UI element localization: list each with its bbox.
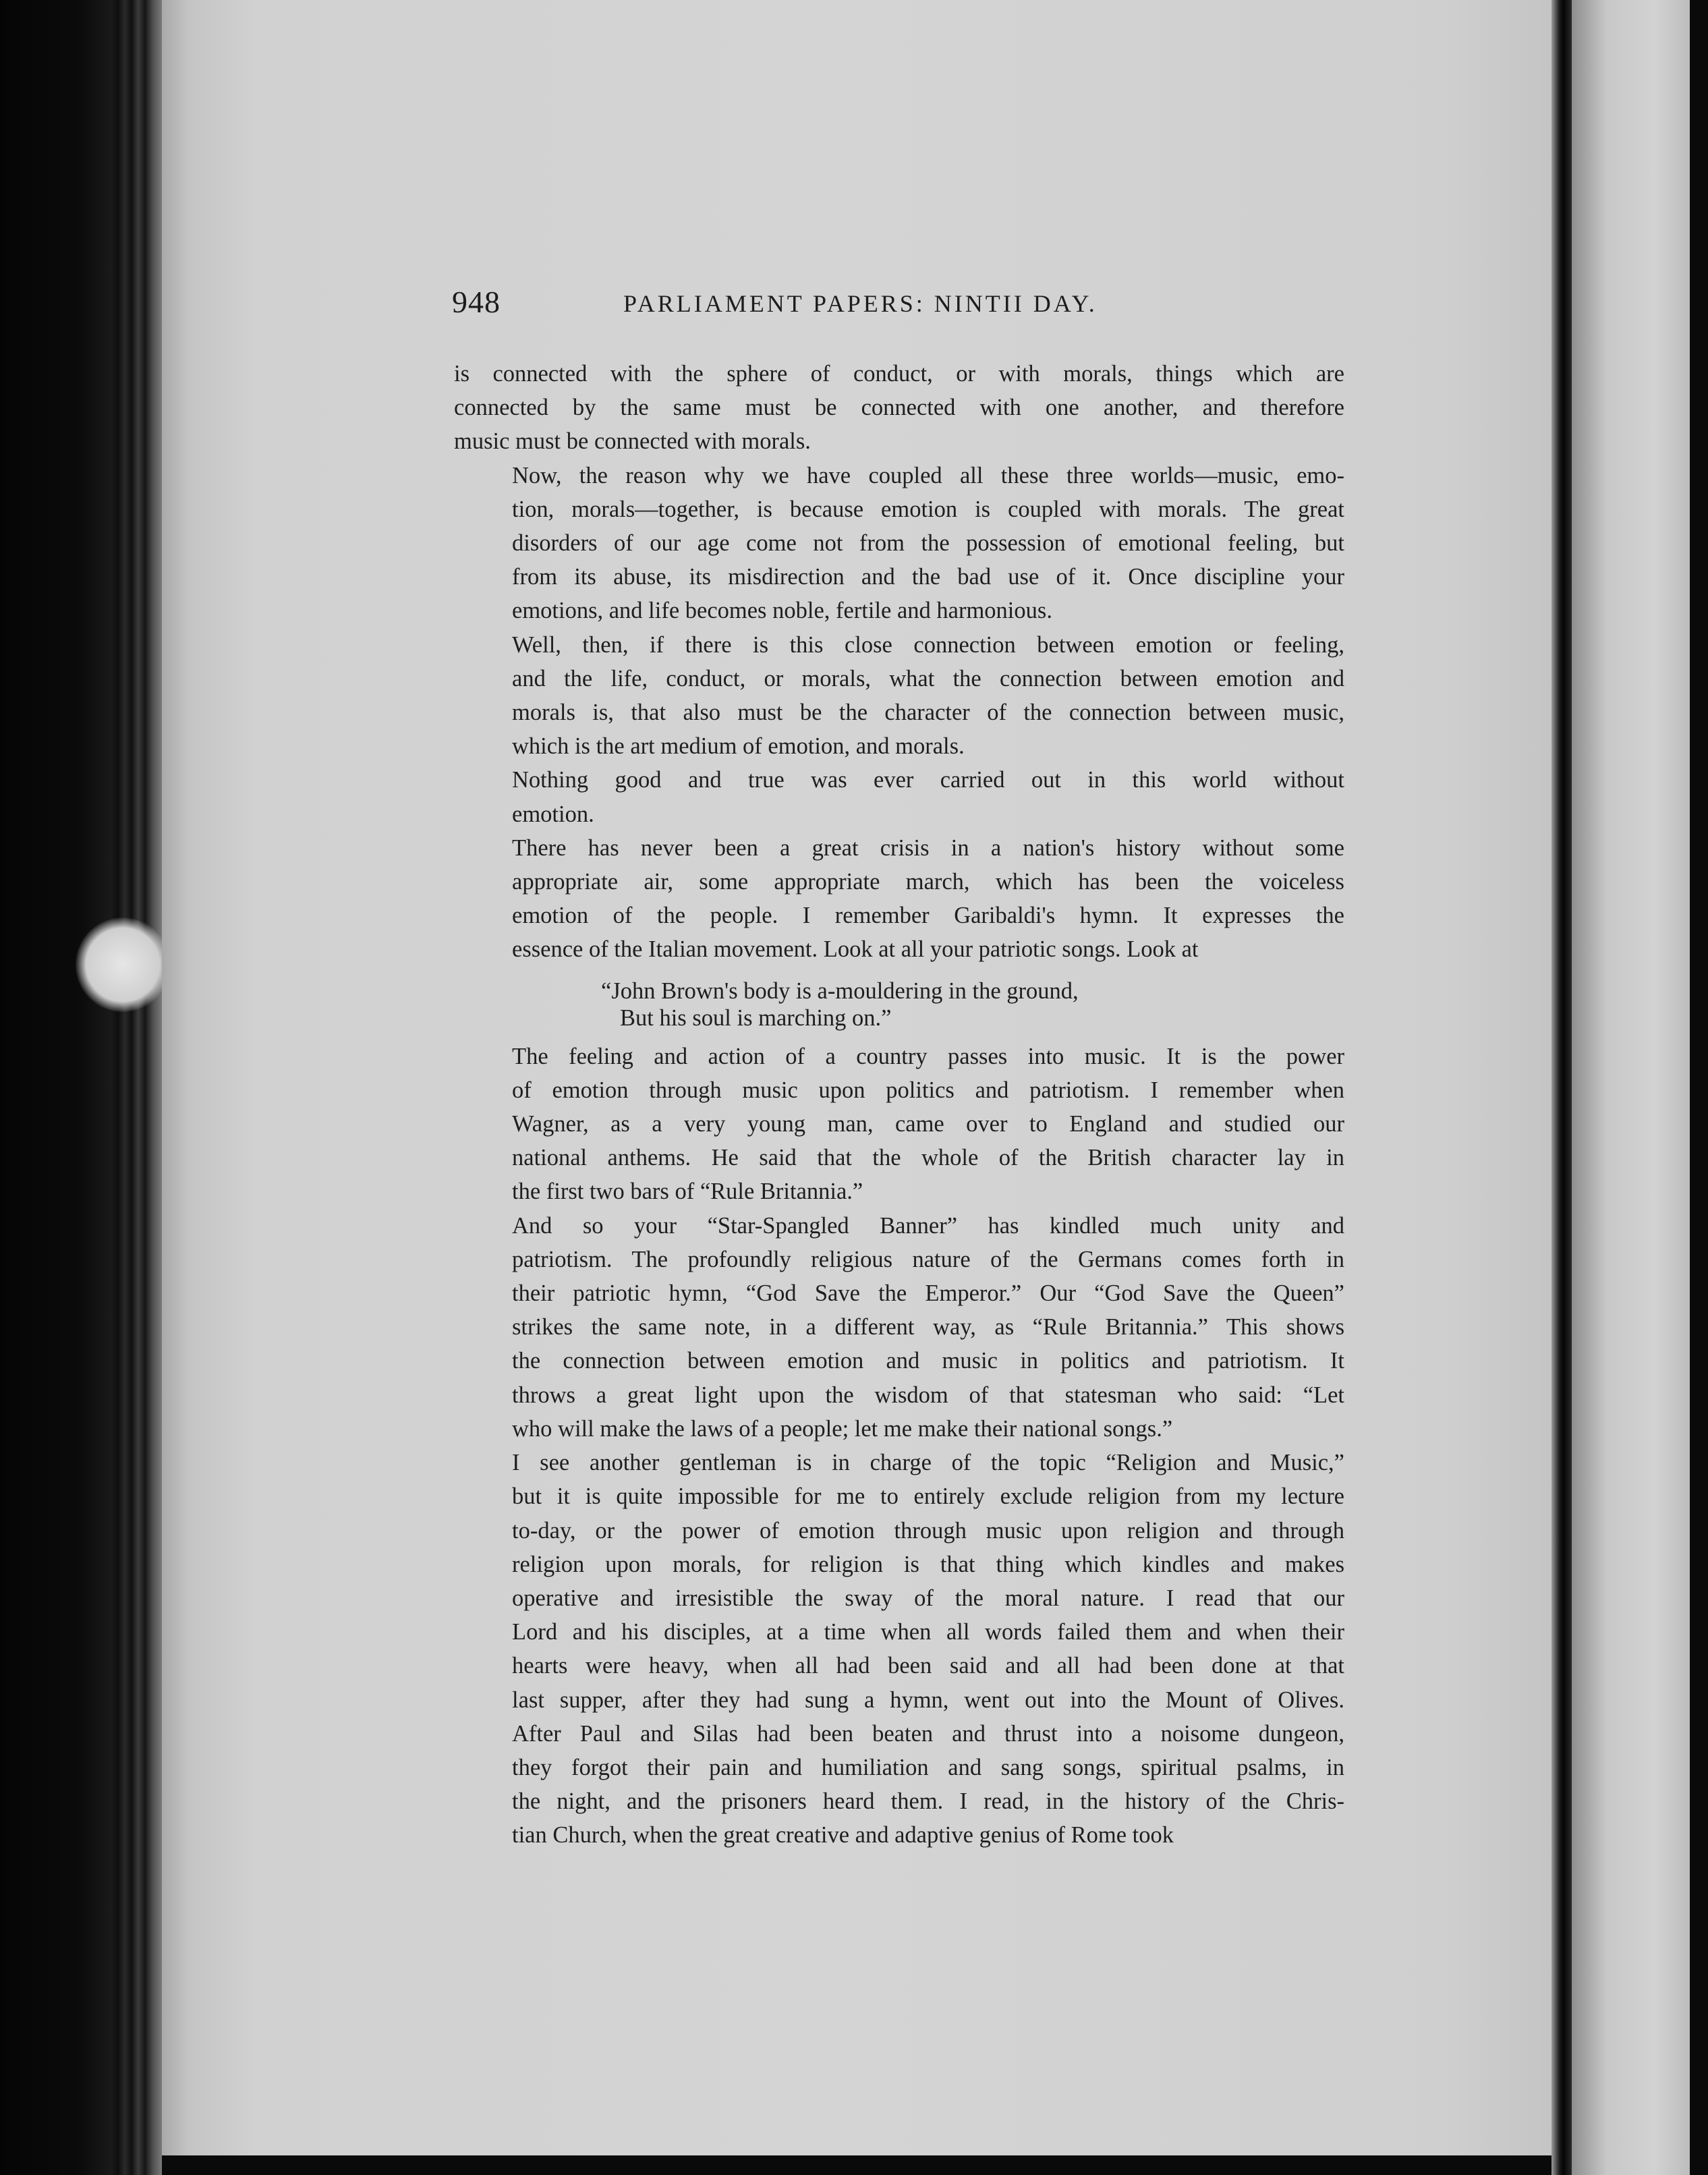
quote-line: But his soul is marching on.” [620, 1005, 892, 1031]
text-line: the night, and the prisoners heard them. I read, in the history of the Chris- [512, 1788, 1344, 1815]
paragraph [454, 1209, 1344, 1446]
text-line: who will make the laws of a people; let me make their national songs.” [512, 1415, 1173, 1442]
page-bottom-edge [162, 2155, 1565, 2175]
paragraph [454, 1446, 1344, 1852]
text-line: Wagner, as a very young man, came over to England and studied our [512, 1111, 1344, 1137]
paragraph [454, 831, 1344, 967]
text-line: Nothing good and true was ever carried out in this world without [512, 767, 1344, 793]
body-text [454, 357, 1344, 1853]
text-line: Well, then, if there is this close connection between emotion or feeling, [512, 631, 1344, 658]
text-line: appropriate air, some appropriate march, which has been the voiceless [512, 869, 1344, 895]
text-line: music must be connected with morals. [454, 428, 811, 455]
text-line: And so your “Star-Spangled Banner” has kindled much unity and [512, 1212, 1344, 1239]
text-line: throws a great light upon the wisdom of that statesman who said: “Let [512, 1382, 1344, 1408]
text-line: their patriotic hymn, “God Save the Emperor.” Our “God Save the Queen” [512, 1280, 1344, 1307]
text-line: last supper, after they had sung a hymn, went out into the Mount of Olives. [512, 1687, 1344, 1713]
text-line: the connection between emotion and music in politics and patriotism. It [512, 1348, 1344, 1374]
text-line: but it is quite impossible for me to entirely exclude religion from my lecture [512, 1484, 1344, 1510]
text-line: tian Church, when the great creative and adaptive genius of Rome took [512, 1822, 1174, 1848]
block-quote [454, 978, 1344, 1032]
paragraph [454, 628, 1344, 764]
running-head: PARLIAMENT PAPERS: NINTII DAY. [623, 290, 1098, 317]
text-line: Lord and his disciples, at a time when all words failed them and when their [512, 1619, 1344, 1645]
text-line: religion upon morals, for religion is that thing which kindles and makes [512, 1551, 1344, 1577]
quote-line: “John Brown's body is a-mouldering in the ground, [601, 978, 1079, 1004]
text-line: of emotion through music upon politics and patriotism. I remember when [512, 1077, 1344, 1103]
text-line: essence of the Italian movement. Look at all your patriotic songs. Look at [512, 936, 1199, 963]
text-line: tion, morals—together, is because emotion is coupled with morals. The great [512, 496, 1344, 522]
text-line: Now, the reason why we have coupled all these three worlds—music, emo- [512, 462, 1344, 488]
book-spine-edge [0, 0, 162, 2175]
text-line: hearts were heavy, when all had been said and all had been done at that [512, 1653, 1344, 1679]
text-line: disorders of our age come not from the possession of emotional feeling, but [512, 530, 1344, 557]
paragraph [454, 763, 1344, 830]
text-line: emotions, and life becomes noble, fertile and harmonious. [512, 598, 1052, 624]
paragraph [454, 1040, 1344, 1209]
text-line: After Paul and Silas had been beaten and thrust into a noisome dungeon, [512, 1720, 1344, 1747]
paragraph [454, 357, 1344, 459]
text-line: is connected with the sphere of conduct, or with morals, things which are [454, 361, 1344, 387]
text-line: from its abuse, its misdirection and the bad use of it. Once discipline your [512, 564, 1344, 590]
right-scan-edge [1690, 0, 1708, 2175]
paragraph [454, 459, 1344, 628]
text-line: the first two bars of “Rule Britannia.” [512, 1179, 863, 1205]
text-line: patriotism. The profoundly religious nature of the Germans comes forth in [512, 1246, 1344, 1272]
page-fold-shadow [1552, 0, 1572, 2175]
text-line: operative and irresistible the sway of the moral nature. I read that our [512, 1585, 1344, 1611]
page-header [452, 282, 1342, 322]
scan-artifact [76, 917, 170, 1012]
text-line: I see another gentleman is in charge of the topic “Religion and Music,” [512, 1450, 1344, 1476]
text-line: connected by the same must be connected with one another, and therefore [454, 395, 1344, 421]
paragraphs-after-quote [454, 1040, 1344, 1853]
text-line: morals is, that also must be the character of the connection between music, [512, 700, 1344, 726]
text-line: emotion. [512, 801, 594, 827]
paragraphs-before-quote [454, 357, 1344, 967]
text-line: The feeling and action of a country passes into music. It is the power [512, 1043, 1344, 1069]
page-number: 948 [452, 285, 501, 319]
text-line: to-day, or the power of emotion through music upon religion and through [512, 1517, 1344, 1544]
text-line: strikes the same note, in a different way, as “Rule Britannia.” This shows [512, 1314, 1344, 1340]
text-line: and the life, conduct, or morals, what the connection between emotion and [512, 665, 1344, 691]
text-line: they forgot their pain and humiliation and sang songs, spiritual psalms, in [512, 1754, 1344, 1780]
text-line: emotion of the people. I remember Garibaldi's hymn. It expresses the [512, 903, 1344, 929]
next-page-edge [1572, 0, 1690, 2175]
text-line: national anthems. He said that the whole of the British character lay in [512, 1145, 1344, 1171]
text-line: There has never been a great crisis in a nation's history without some [512, 835, 1344, 861]
text-line: which is the art medium of emotion, and morals. [512, 733, 965, 760]
